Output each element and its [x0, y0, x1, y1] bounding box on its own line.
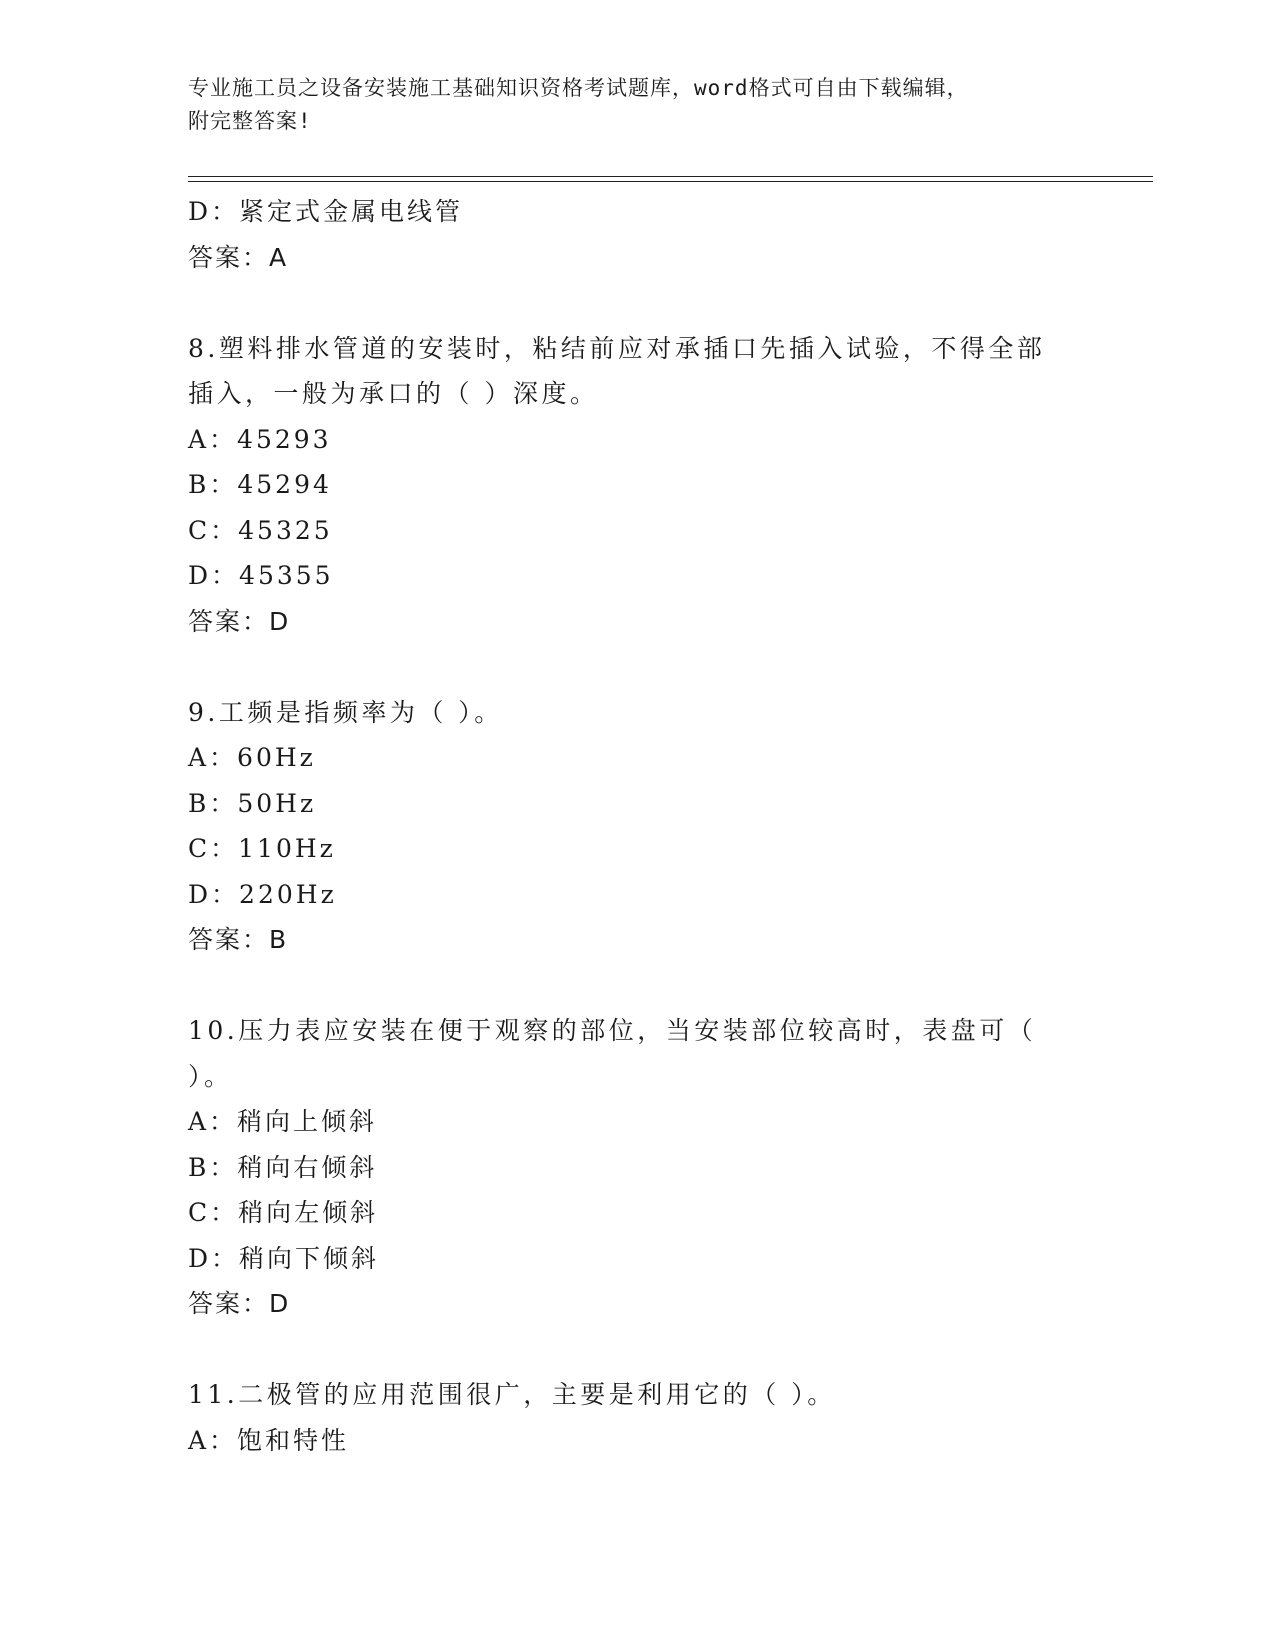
spacer — [188, 280, 1068, 326]
question-8 — [188, 326, 1068, 645]
option-a: A：60Hz — [188, 743, 316, 772]
spacer — [188, 1327, 1068, 1373]
option-a: A：45293 — [188, 424, 332, 454]
question-text: 9.工频是指频率为（ ）。 — [188, 697, 503, 727]
option-b: B：50Hz — [188, 788, 317, 818]
option-d: D：紧定式金属电线管 — [188, 197, 464, 226]
answer-line: 答案：D — [188, 1289, 291, 1318]
question-text: 10.压力表应安装在便于观察的部位，当安装部位较高时，表盘可（ ）。 — [188, 1016, 1037, 1091]
question-text: 11.二极管的应用范围很广，主要是利用它的（ ）。 — [188, 1380, 836, 1409]
option-a: A：稍向上倾斜 — [188, 1107, 378, 1136]
option-c: C：稍向左倾斜 — [188, 1198, 379, 1227]
header-rule-bottom — [188, 181, 1153, 182]
option-c: C：45325 — [188, 515, 333, 545]
option-b: B：稍向右倾斜 — [188, 1152, 378, 1182]
spacer — [188, 963, 1068, 1009]
question-list — [188, 189, 1068, 1463]
question-9 — [188, 690, 1068, 963]
spacer — [188, 644, 1068, 690]
option-c: C：110Hz — [188, 834, 336, 863]
header-line-1: 专业施工员之设备安装施工基础知识资格考试题库，word格式可自由下载编辑， — [188, 76, 969, 100]
question-10 — [188, 1008, 1068, 1327]
answer-line: 答案：D — [188, 606, 291, 636]
answer-line: 答案：B — [188, 925, 289, 954]
header-line-2: 附完整答案! — [188, 109, 312, 133]
document-header — [188, 72, 1068, 138]
question-text: 8.塑料排水管道的安装时，粘结前应对承插口先插入试验，不得全部插入，一般为承口的（ ）深度。 — [188, 333, 1046, 408]
option-d: D：220Hz — [188, 879, 337, 909]
option-d: D：45355 — [188, 561, 334, 590]
option-d: D：稍向下倾斜 — [188, 1243, 380, 1273]
header-rule-top — [188, 176, 1153, 177]
option-b: B：45294 — [188, 470, 332, 499]
question-11 — [188, 1372, 1068, 1463]
answer-line: 答案：A — [188, 242, 289, 272]
option-a: A：饱和特性 — [188, 1425, 350, 1455]
